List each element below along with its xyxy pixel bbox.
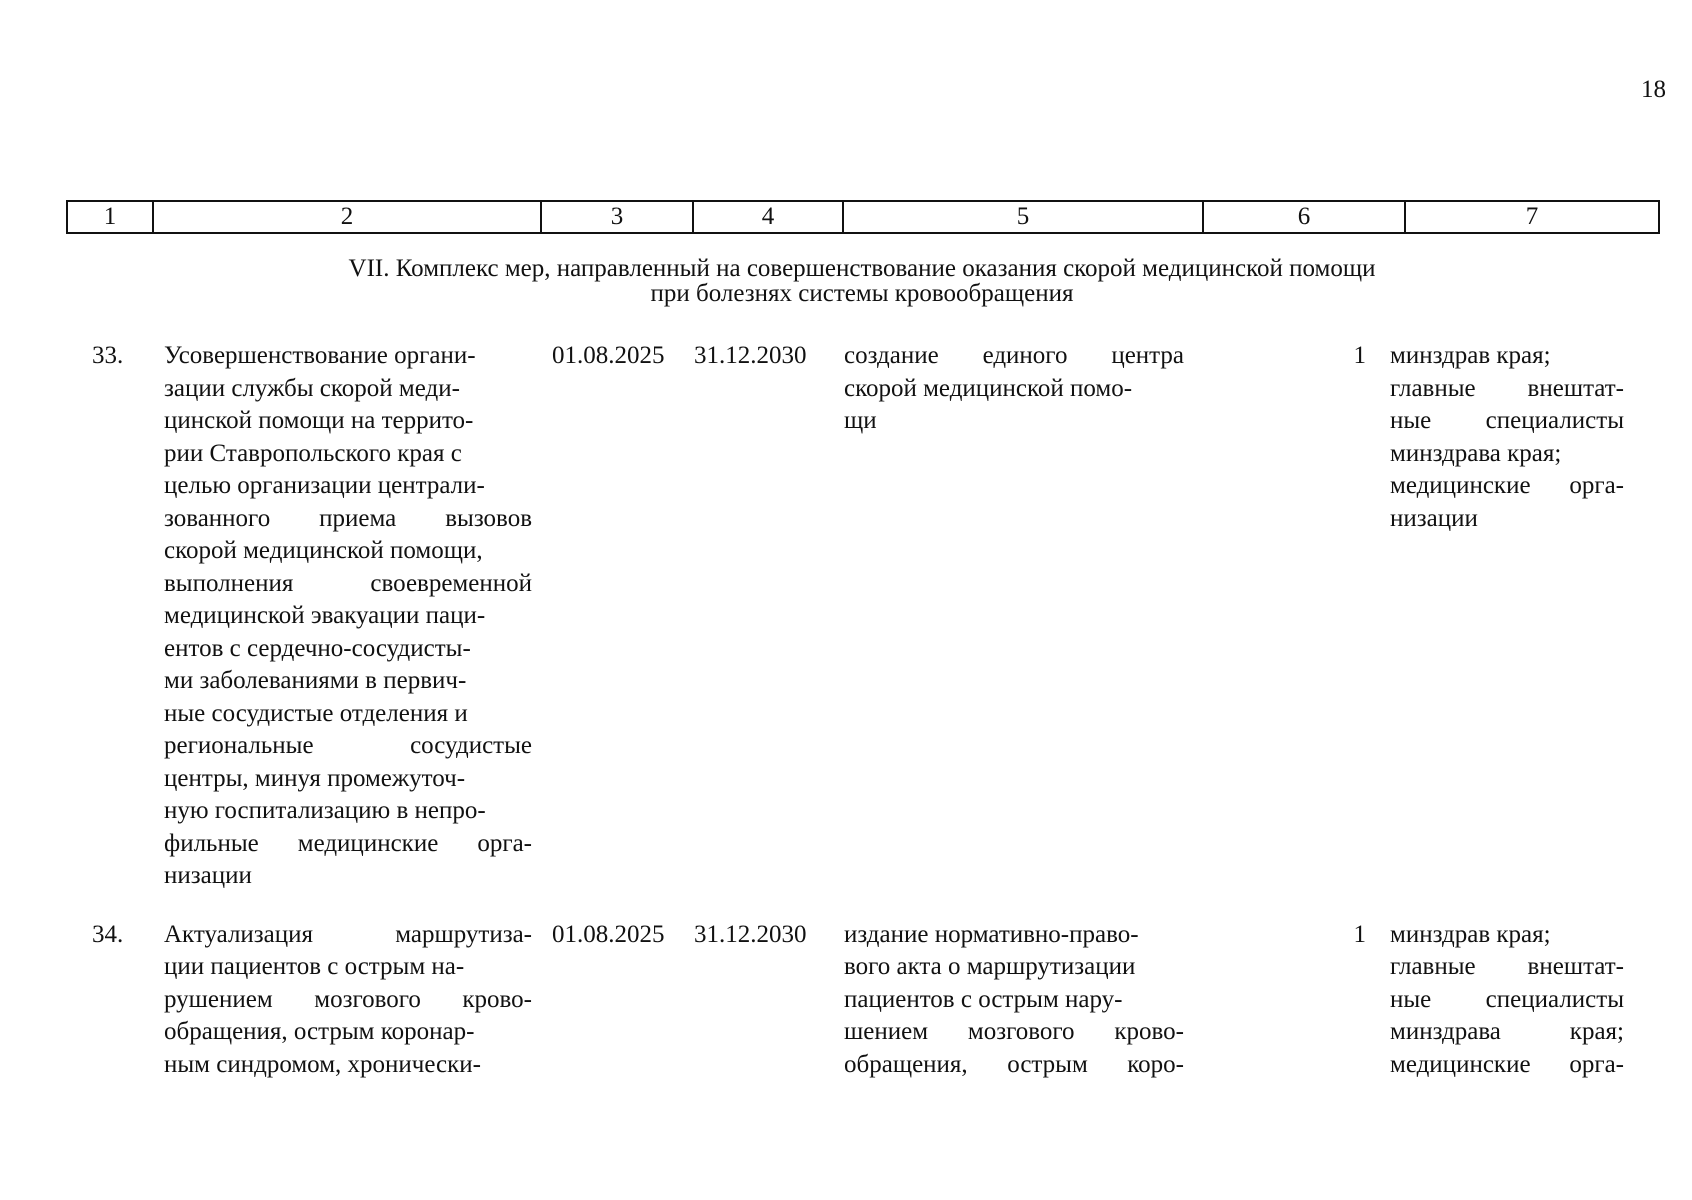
column-header-3: 3 [541, 201, 693, 233]
indicator-value: 1 [1353, 920, 1366, 948]
end-date: 31.12.2030 [694, 920, 807, 948]
description-line: скорой медицинской помощи, [164, 537, 483, 564]
column-header-1: 1 [67, 201, 153, 233]
responsible-line: ные специалисты [1390, 407, 1624, 434]
result-line: издание нормативно-право- [844, 920, 1139, 948]
description-line: центры, минуя промежуточ- [164, 764, 466, 792]
description-line: Усовершенствование органи- [164, 342, 476, 369]
description-line: ции пациентов с острым на- [164, 953, 465, 980]
measure-description [164, 919, 532, 1082]
column-header-4: 4 [693, 201, 843, 233]
result-line: вого акта о маршрутизации [844, 953, 1136, 980]
expected-result [844, 919, 1184, 1082]
start-date: 01.08.2025 [552, 342, 665, 369]
column-header-2: 2 [153, 201, 541, 233]
responsible-line: главные внештат- [1390, 953, 1624, 980]
description-line: целью организации централи- [164, 472, 485, 499]
responsible-line: низации [1390, 504, 1478, 532]
result-line: создание единого центра [844, 342, 1184, 369]
description-line: ные сосудистые отделения и [164, 699, 468, 727]
description-line: ми заболеваниями в первич- [164, 667, 467, 694]
description-line: ную госпитализацию в непро- [164, 797, 486, 824]
measures-table-body [66, 340, 1658, 1081]
table-row [66, 340, 1658, 893]
row-number: 33. [92, 342, 124, 369]
responsible-line: главные внештат- [1390, 374, 1624, 402]
table-row [66, 919, 1658, 1082]
result-line: пациентов с острым нару- [844, 985, 1123, 1013]
responsible-line: ные специалисты [1390, 985, 1624, 1013]
column-header-5: 5 [843, 201, 1203, 233]
result-line: шением мозгового крово- [844, 1018, 1184, 1045]
page-number: 18 [1641, 76, 1666, 103]
responsible-parties [1390, 340, 1624, 893]
indicator-value: 1 [1353, 342, 1366, 369]
description-line: Актуализация маршрутиза- [164, 920, 532, 948]
column-header-6: 6 [1203, 201, 1405, 233]
description-line: рии Ставропольского края с [164, 439, 462, 467]
responsible-line: медицинские орга- [1390, 472, 1624, 499]
description-line: региональные сосудистые [164, 732, 532, 759]
description-line: зации службы скорой меди- [164, 374, 460, 402]
responsible-line: минздрава края; [1390, 1018, 1624, 1045]
description-line: низации [164, 862, 252, 889]
description-line: обращения, острым коронар- [164, 1018, 475, 1045]
column-header-7: 7 [1405, 201, 1659, 233]
responsible-line: минздрав края; [1390, 342, 1551, 369]
description-line: цинской помощи на террито- [164, 407, 474, 434]
section-heading-line-1: VII. Комплекс мер, направленный на совершенствование оказания скорой медицинской помощи [348, 255, 1376, 282]
responsible-parties [1390, 919, 1624, 1082]
section-heading-line-2: при болезнях системы кровообращения [650, 280, 1074, 307]
expected-result [844, 340, 1184, 893]
description-line: медицинской эвакуации паци- [164, 602, 486, 629]
description-line: ентов с сердечно-сосудисты- [164, 634, 471, 662]
description-line: фильные медицинские орга- [164, 829, 532, 857]
result-line: щи [844, 407, 877, 434]
column-header-row [66, 200, 1660, 234]
result-line: обращения, острым коро- [844, 1050, 1184, 1078]
start-date: 01.08.2025 [552, 920, 665, 948]
responsible-line: минздрава края; [1390, 439, 1562, 467]
description-line: зованного приема вызовов [164, 504, 532, 532]
description-line: ным синдромом, хронически- [164, 1050, 482, 1078]
description-line: рушением мозгового крово- [164, 985, 532, 1013]
description-line: выполнения своевременной [164, 569, 532, 597]
row-number: 34. [92, 920, 124, 948]
measure-description [164, 340, 532, 893]
end-date: 31.12.2030 [694, 342, 807, 369]
result-line: скорой медицинской помо- [844, 374, 1133, 402]
responsible-line: медицинские орга- [1390, 1050, 1624, 1078]
section-heading [66, 256, 1658, 306]
responsible-line: минздрав края; [1390, 920, 1551, 948]
